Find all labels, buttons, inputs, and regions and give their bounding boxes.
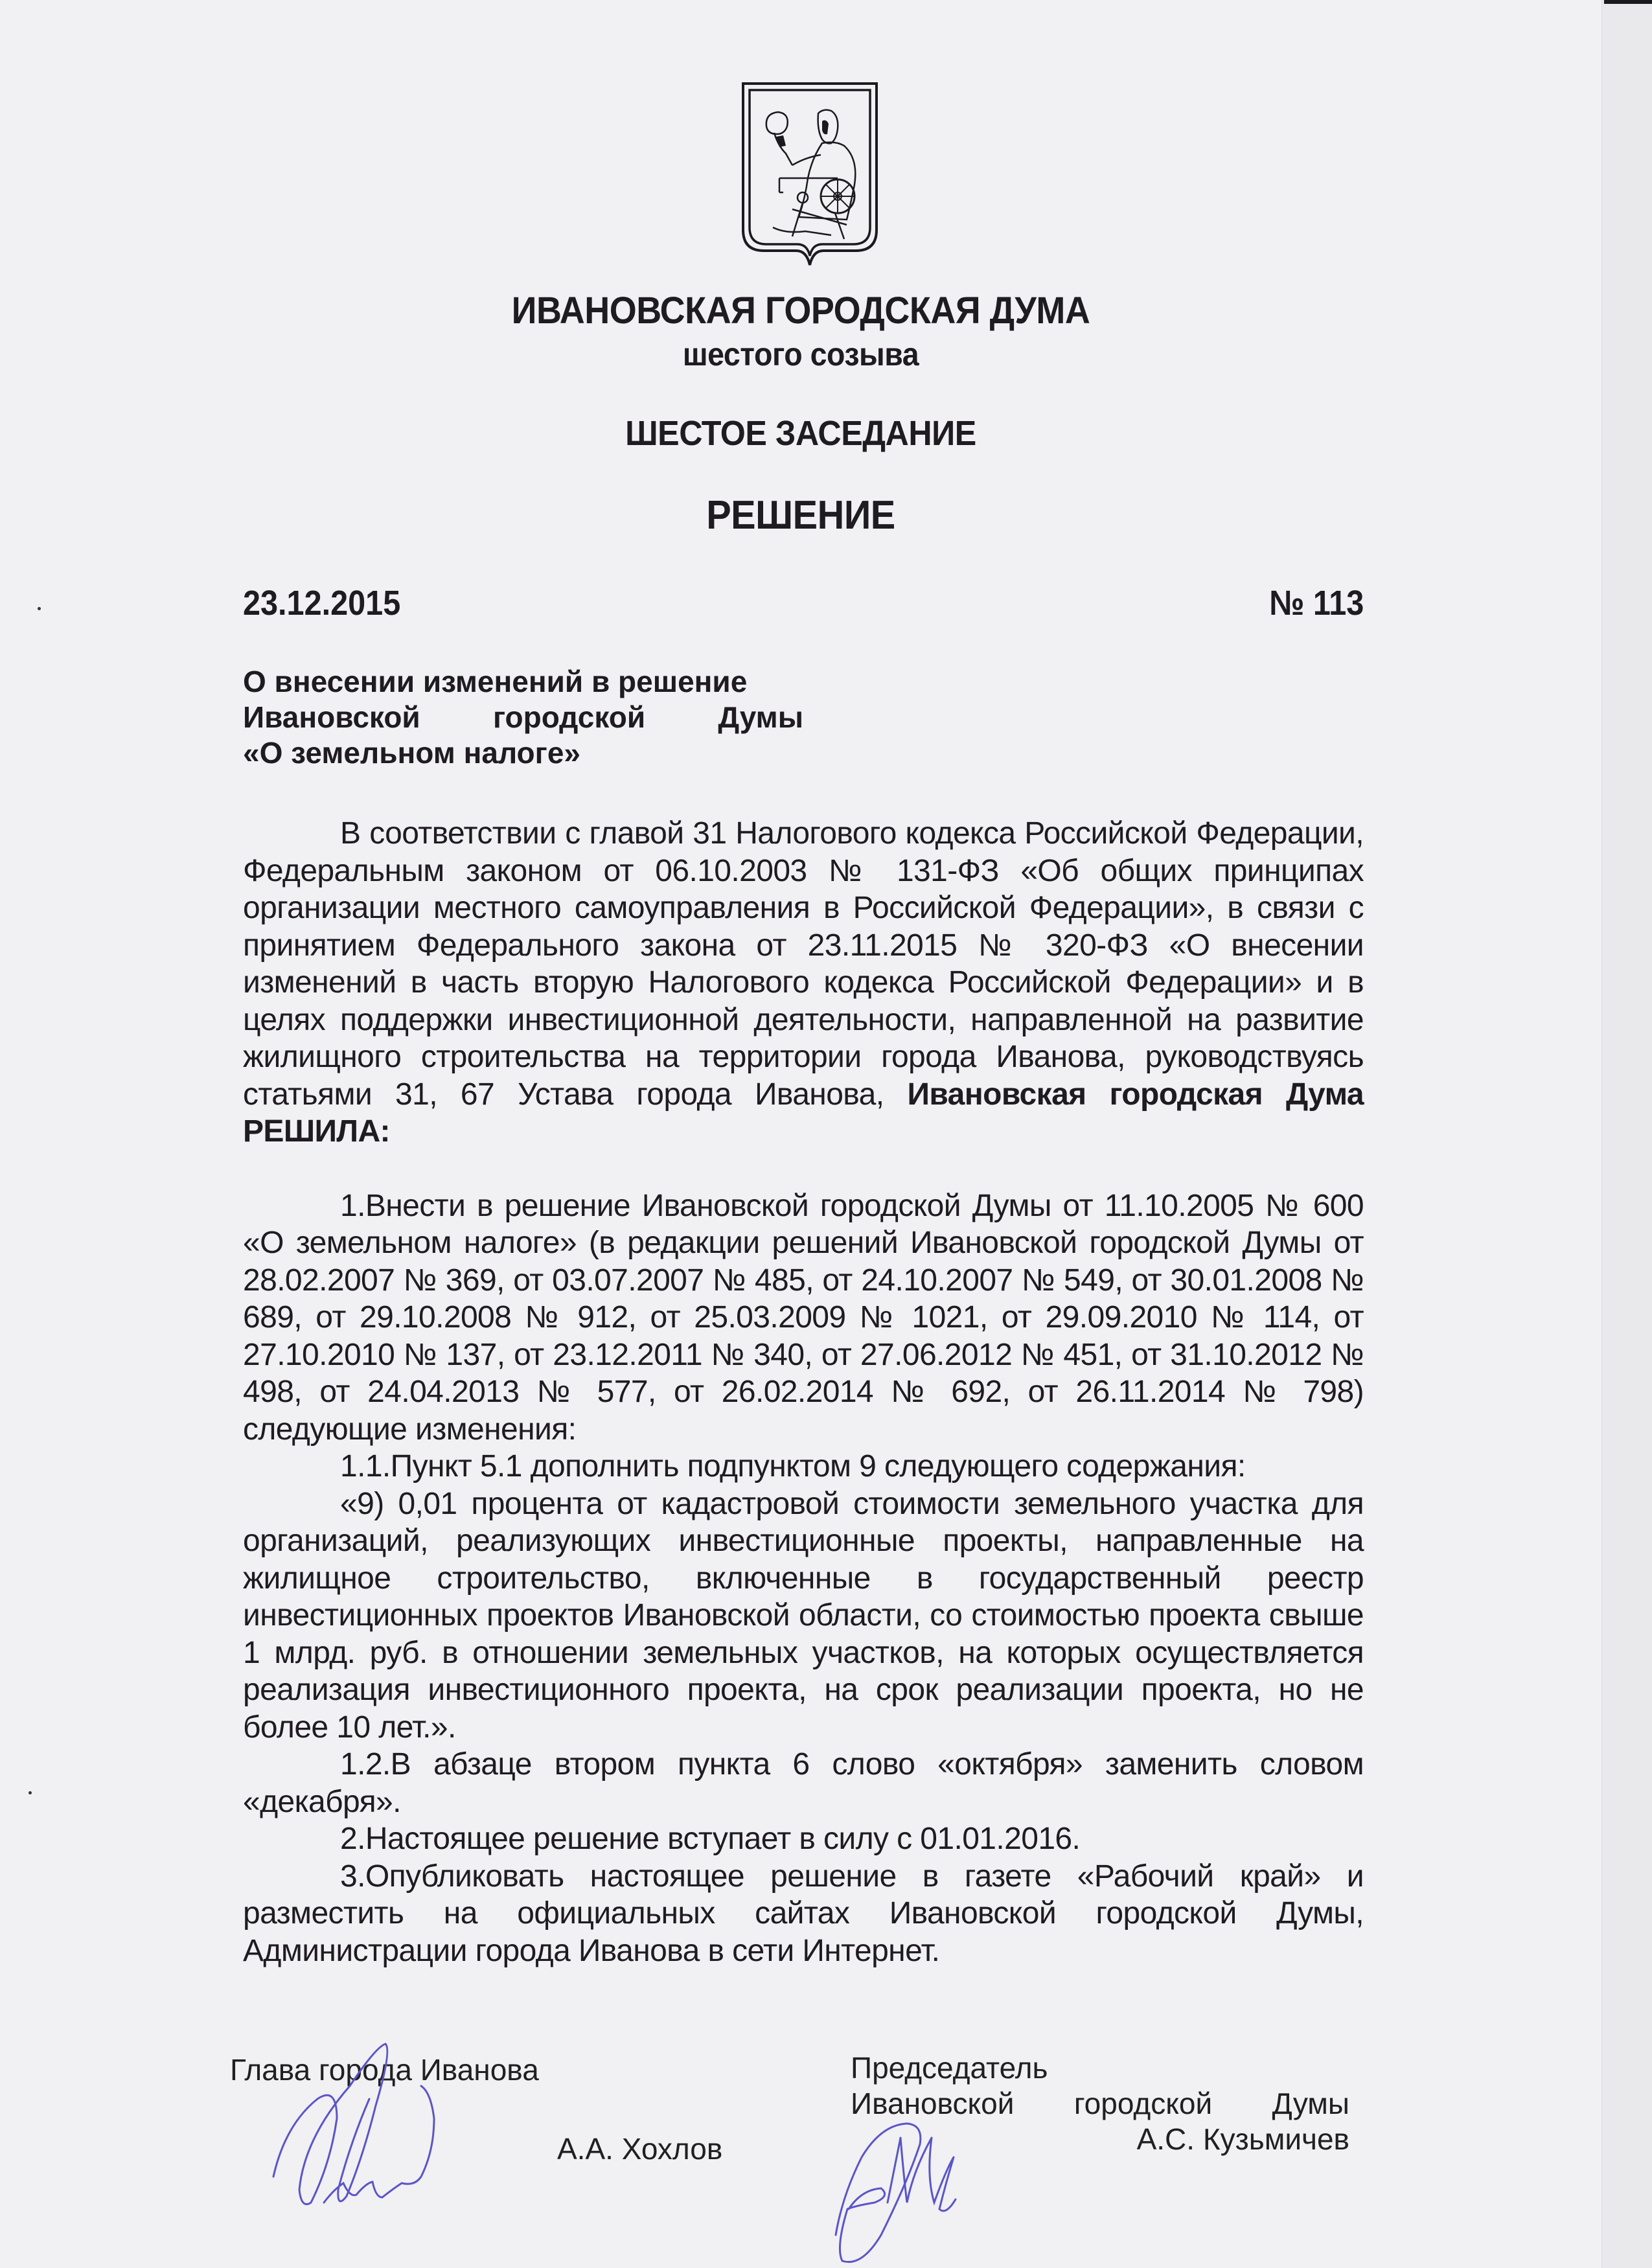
subject-word: Думы <box>718 700 803 734</box>
item-1-2: 1.2.В абзаце втором пункта 6 слово «октября» заменить словом «декабря». <box>243 1747 1364 1819</box>
signatory-right-org-word: Думы <box>1272 2087 1349 2120</box>
signatory-right-title: Председатель <box>851 2051 1048 2085</box>
signatory-right-org-word: городской <box>1073 2087 1213 2120</box>
decision-subject <box>243 664 803 771</box>
subject-word: Ивановской <box>243 700 420 734</box>
signatory-right-org <box>851 2086 1349 2122</box>
item-2: 2.Настоящее решение вступает в силу с 01.01.2016. <box>340 1822 1081 1856</box>
decision-number: № 113 <box>1268 584 1364 623</box>
signatory-right-block <box>851 2050 1349 2157</box>
preamble-paragraph <box>243 815 1364 1151</box>
scan-speck <box>29 1791 32 1794</box>
decision-body <box>243 815 1364 1969</box>
date-number-row <box>243 583 1364 623</box>
coat-of-arms-icon <box>740 81 879 269</box>
item-3: 3.Опубликовать настоящее решение в газете «Рабочий край» и разместить на официальных сайтах Ивановской городской Думы, Администрации города Иванова в сети Интернет. <box>243 1859 1364 1968</box>
scanner-bed-edge-top <box>1604 0 1652 4</box>
signatory-right-name: А.С. Кузьмичев <box>1136 2122 1349 2156</box>
decision-date: 23.12.2015 <box>243 584 401 623</box>
organization-title: ИВАНОВСКАЯ ГОРОДСКАЯ ДУМА <box>511 290 1090 332</box>
item-1-1-text: «9) 0,01 процента от кадастровой стоимости земельного участка для организаций, реализующих инвестиционные проекты, направленные на жилищное строительство, включенные в государственный реестр инвестиционных проектов Ивановской области, со стоимостью проекта свыше 1 млрд. руб. в отношении земельных участков, на которых осуществляется реализация инвестиционного проекта, на срок реализации проекта, но не более 10 лет.». <box>243 1486 1364 1745</box>
subject-word: городской <box>492 700 646 734</box>
item-1-1: 1.1.Пункт 5.1 дополнить подпунктом 9 следующего содержания: <box>340 1449 1246 1483</box>
item-1: 1.Внести в решение Ивановской городской Думы от 11.10.2005 № 600 «О земельном налоге» (в редакции решений Ивановской городской Думы от 28.02.2007 № 369, от 03.07.2007 № 485, от 24.10.2007 № 549, от 30.01.2008 № 689, от 29.10.2008 № 912, от 25.03.2009 № 1021, от 29.09.2010 № 114, от 27.10.2010 № 137, от 23.12.2011 № 340, от 27.06.2012 № 451, от 31.10.2012 № 498, от 24.04.2013 № 577, от 26.02.2014 № 692, от 26.11.2014 № 798) следующие изменения: <box>243 1188 1364 1447</box>
signatory-left-title: Глава города Иванова <box>230 2053 539 2087</box>
convocation-subtitle: шестого созыва <box>682 336 919 372</box>
subject-line: О внесении изменений в решение <box>243 665 748 698</box>
scan-speck <box>38 607 41 610</box>
signatory-left-name: А.А. Хохлов <box>557 2132 723 2166</box>
subject-line: «О земельном налоге» <box>243 736 580 770</box>
scanner-bed-edge <box>1601 0 1652 2268</box>
subject-line <box>243 700 803 735</box>
document-type-title: РЕШЕНИЕ <box>706 493 895 538</box>
preamble-text: В соответствии с главой 31 Налогового кодекса Российской Федерации, Федеральным законом от 06.10.2003 № 131-ФЗ «Об общих принципах организации местного самоуправления в Российской Федерации», в связи с принятием Федерального закона от 23.11.2015 № 320-ФЗ «О внесении изменений в часть вторую Налогового кодекса Российской Федерации» и в целях поддержки инвестиционной деятельности, направленной на развитие жилищного строительства на территории города Иванова, руководствуясь статьями 31, 67 Устава города Иванова, <box>243 816 1364 1112</box>
preamble-resolved: Ивановская городская Дума РЕШИЛА: <box>243 1077 1364 1149</box>
session-title: ШЕСТОЕ ЗАСЕДАНИЕ <box>625 414 976 453</box>
signatory-right-org-word: Ивановской <box>851 2087 1015 2120</box>
